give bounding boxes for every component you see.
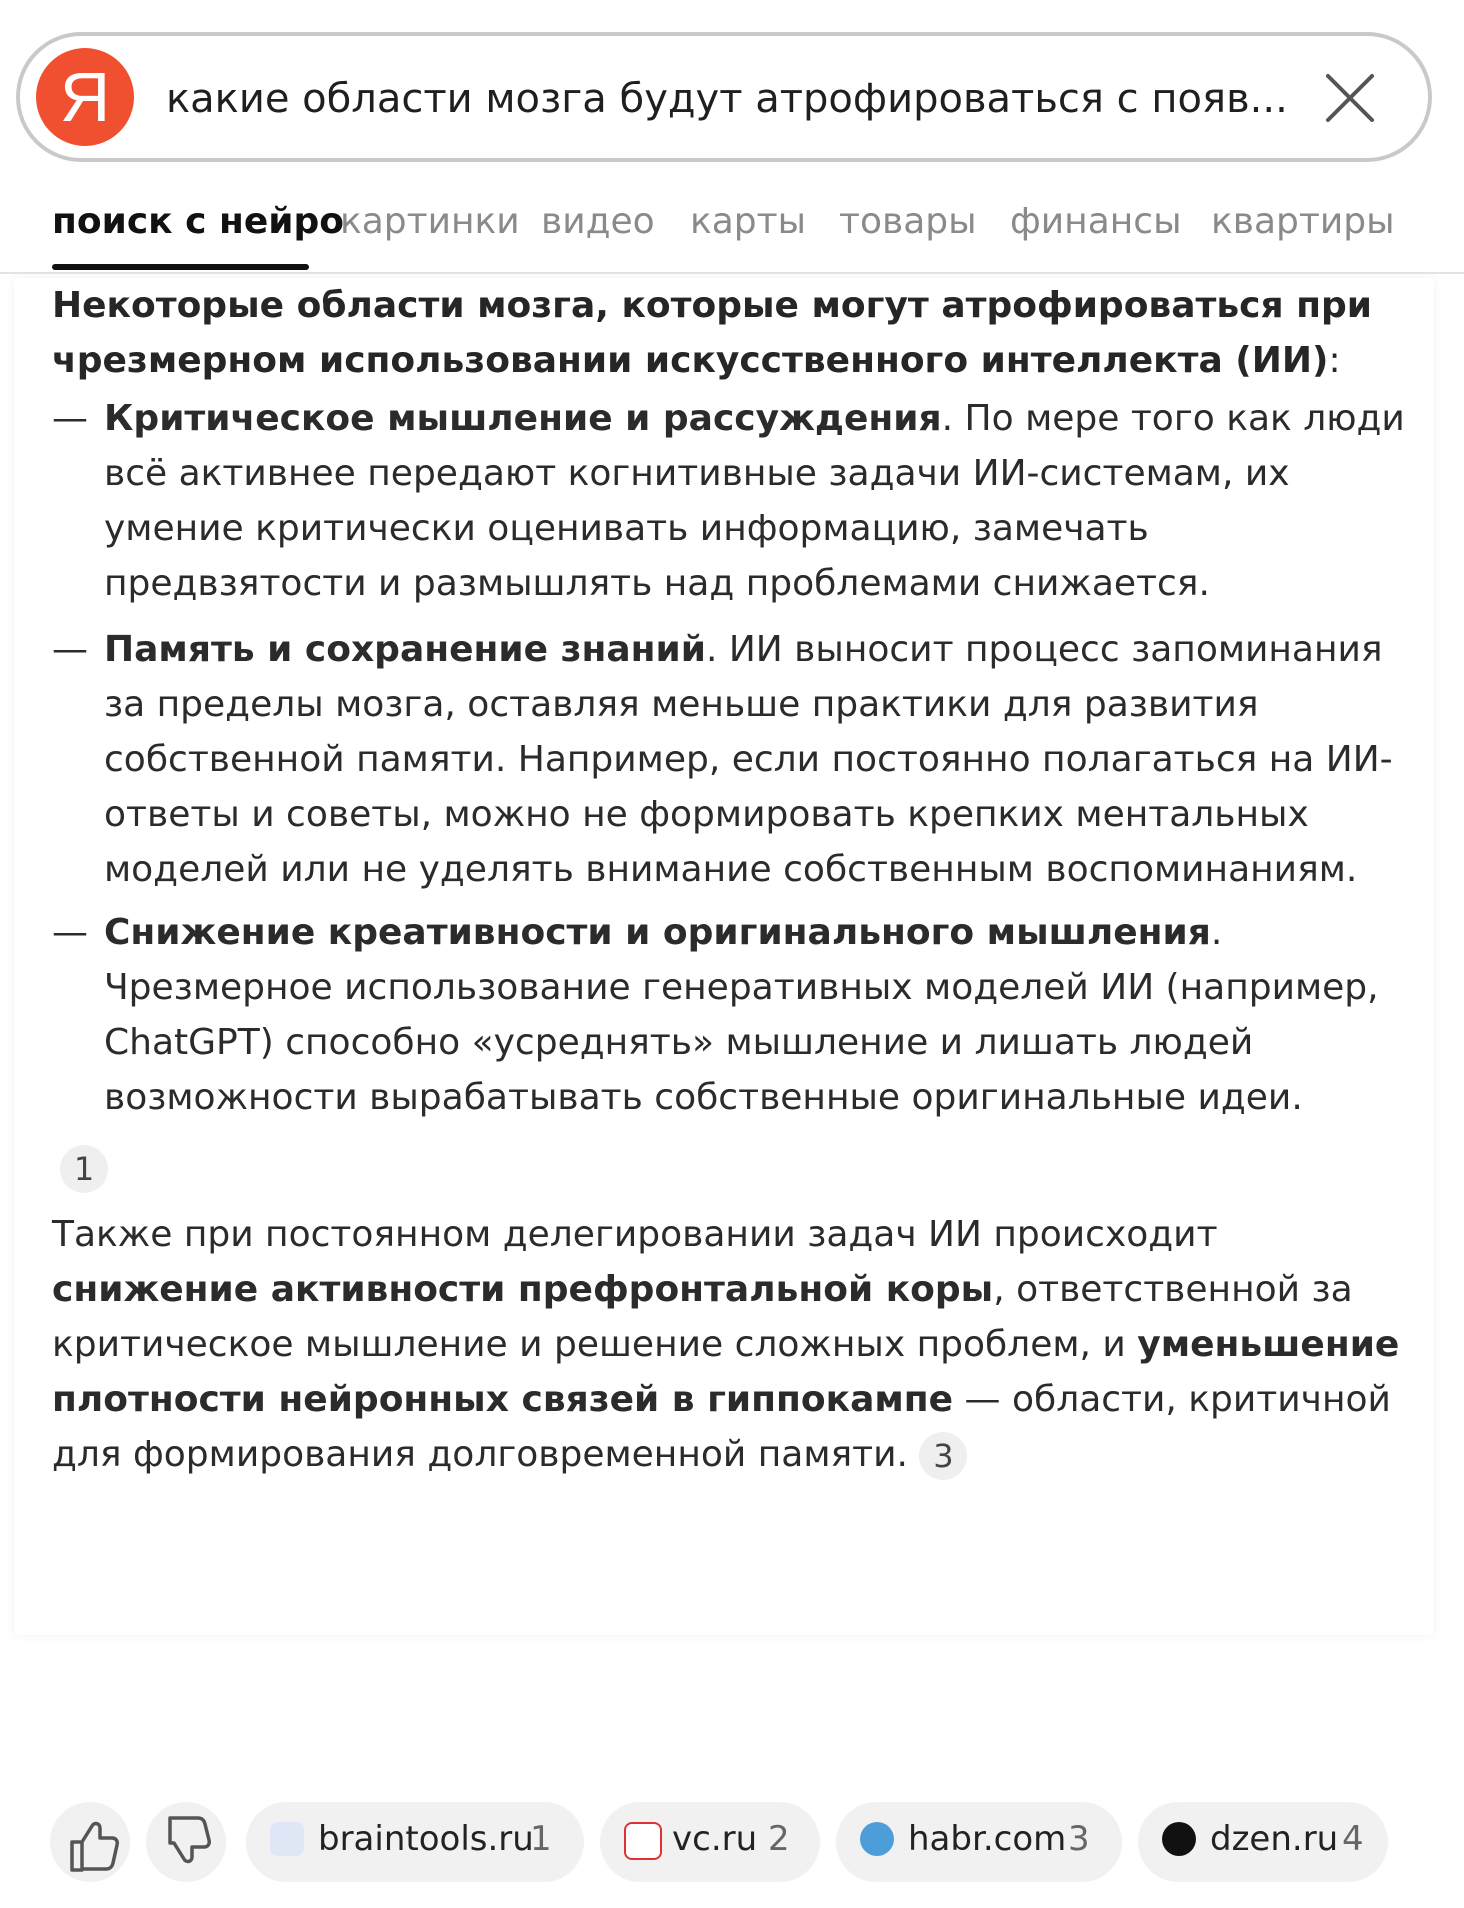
list-dash: — [52,912,88,953]
dislike-button[interactable] [146,1802,226,1882]
like-button[interactable] [50,1802,130,1882]
thumbs-down-icon [146,1802,226,1882]
source-number: 4 [1342,1819,1364,1859]
source-name: dzen.ru [1210,1819,1339,1859]
source-chip[interactable] [246,1802,584,1882]
answer-intro [52,278,1412,388]
source-ref-1[interactable]: 1 [60,1145,108,1193]
source-chip[interactable] [1138,1802,1388,1882]
close-icon [1322,70,1378,126]
yandex-logo[interactable]: Я [36,48,134,146]
source-name: vc.ru [672,1819,758,1859]
list-item-title: Критическое мышление и рассуждения [104,398,942,439]
sources-row [14,1802,1434,1862]
active-tab-indicator [52,264,309,270]
tab-apartments[interactable]: квартиры [1211,201,1395,242]
list-dash: — [52,398,88,439]
paragraph-text: — области, критичной для формирования долговременной памяти. [52,1379,1391,1475]
tab-maps[interactable]: карты [690,201,807,242]
tab-neuro-search[interactable]: поиск с нейро [52,201,345,242]
source-ref-line [60,1140,108,1195]
thumbs-up-icon [50,1802,130,1882]
vc-favicon-icon [624,1822,662,1860]
paragraph-bold: уменьшение плотности нейронных связей в гиппокампе [52,1324,1400,1420]
clear-search-button[interactable] [1322,70,1378,126]
answer-paragraph [52,1207,1412,1482]
list-item-text: . ИИ выносит процесс запоминания за пределы мозга, оставляя меньше практики для развития собственной памяти. Например, если постоянно полагаться на ИИ-ответы и советы, можно не формировать крепких ментальных моделей или не уделять внимание собственным воспоминаниям. [104,629,1393,890]
source-number: 2 [768,1819,790,1859]
list-item [52,905,1412,1125]
source-chip[interactable] [600,1802,820,1882]
search-bar[interactable] [16,32,1432,162]
list-item-text: . Чрезмерное использование генеративных моделей ИИ (например, ChatGPT) способно «усреднять» мышление и лишать людей возможности вырабатывать собственные оригинальные идеи. [104,912,1379,1118]
paragraph-bold: снижение активности префронтальной коры [52,1269,994,1310]
source-chip[interactable] [836,1802,1122,1882]
tab-goods[interactable]: товары [839,201,977,242]
search-tabs [0,190,1464,274]
source-name: braintools.ru [318,1819,534,1859]
tab-images[interactable]: картинки [340,201,520,242]
tab-video[interactable]: видео [541,201,655,242]
dzen-favicon-icon [1162,1822,1196,1856]
source-number: 1 [530,1819,552,1859]
list-dash: — [52,629,88,670]
list-item-title: Снижение креативности и оригинального мышления [104,912,1211,953]
answer-intro-text: Некоторые области мозга, которые могут атрофироваться при чрезмерном использовании искусственного интеллекта (ИИ) [52,285,1372,381]
answer-intro-colon: : [1328,340,1341,381]
tab-finance[interactable]: финансы [1010,201,1182,242]
neuro-answer-card [14,278,1434,1859]
source-ref-3[interactable]: 3 [919,1432,967,1480]
source-name: habr.com [908,1819,1067,1859]
paragraph-text: , ответственной за критическое мышление и решение сложных проблем, и [52,1269,1353,1365]
list-item [52,391,1412,611]
braintools-favicon-icon [270,1822,304,1856]
search-input[interactable]: какие области мозга будут атрофироваться с появ... [166,76,1288,122]
list-item [52,622,1412,897]
source-number: 3 [1068,1819,1090,1859]
habr-favicon-icon [860,1822,894,1856]
list-item-text: . По мере того как люди всё активнее передают когнитивные задачи ИИ-системам, их умение критически оценивать информацию, замечать предвзятости и размышлять над проблемами снижается. [104,398,1405,604]
list-item-title: Память и сохранение знаний [104,629,706,670]
paragraph-text: Также при постоянном делегировании задач ИИ происходит [52,1214,1218,1255]
